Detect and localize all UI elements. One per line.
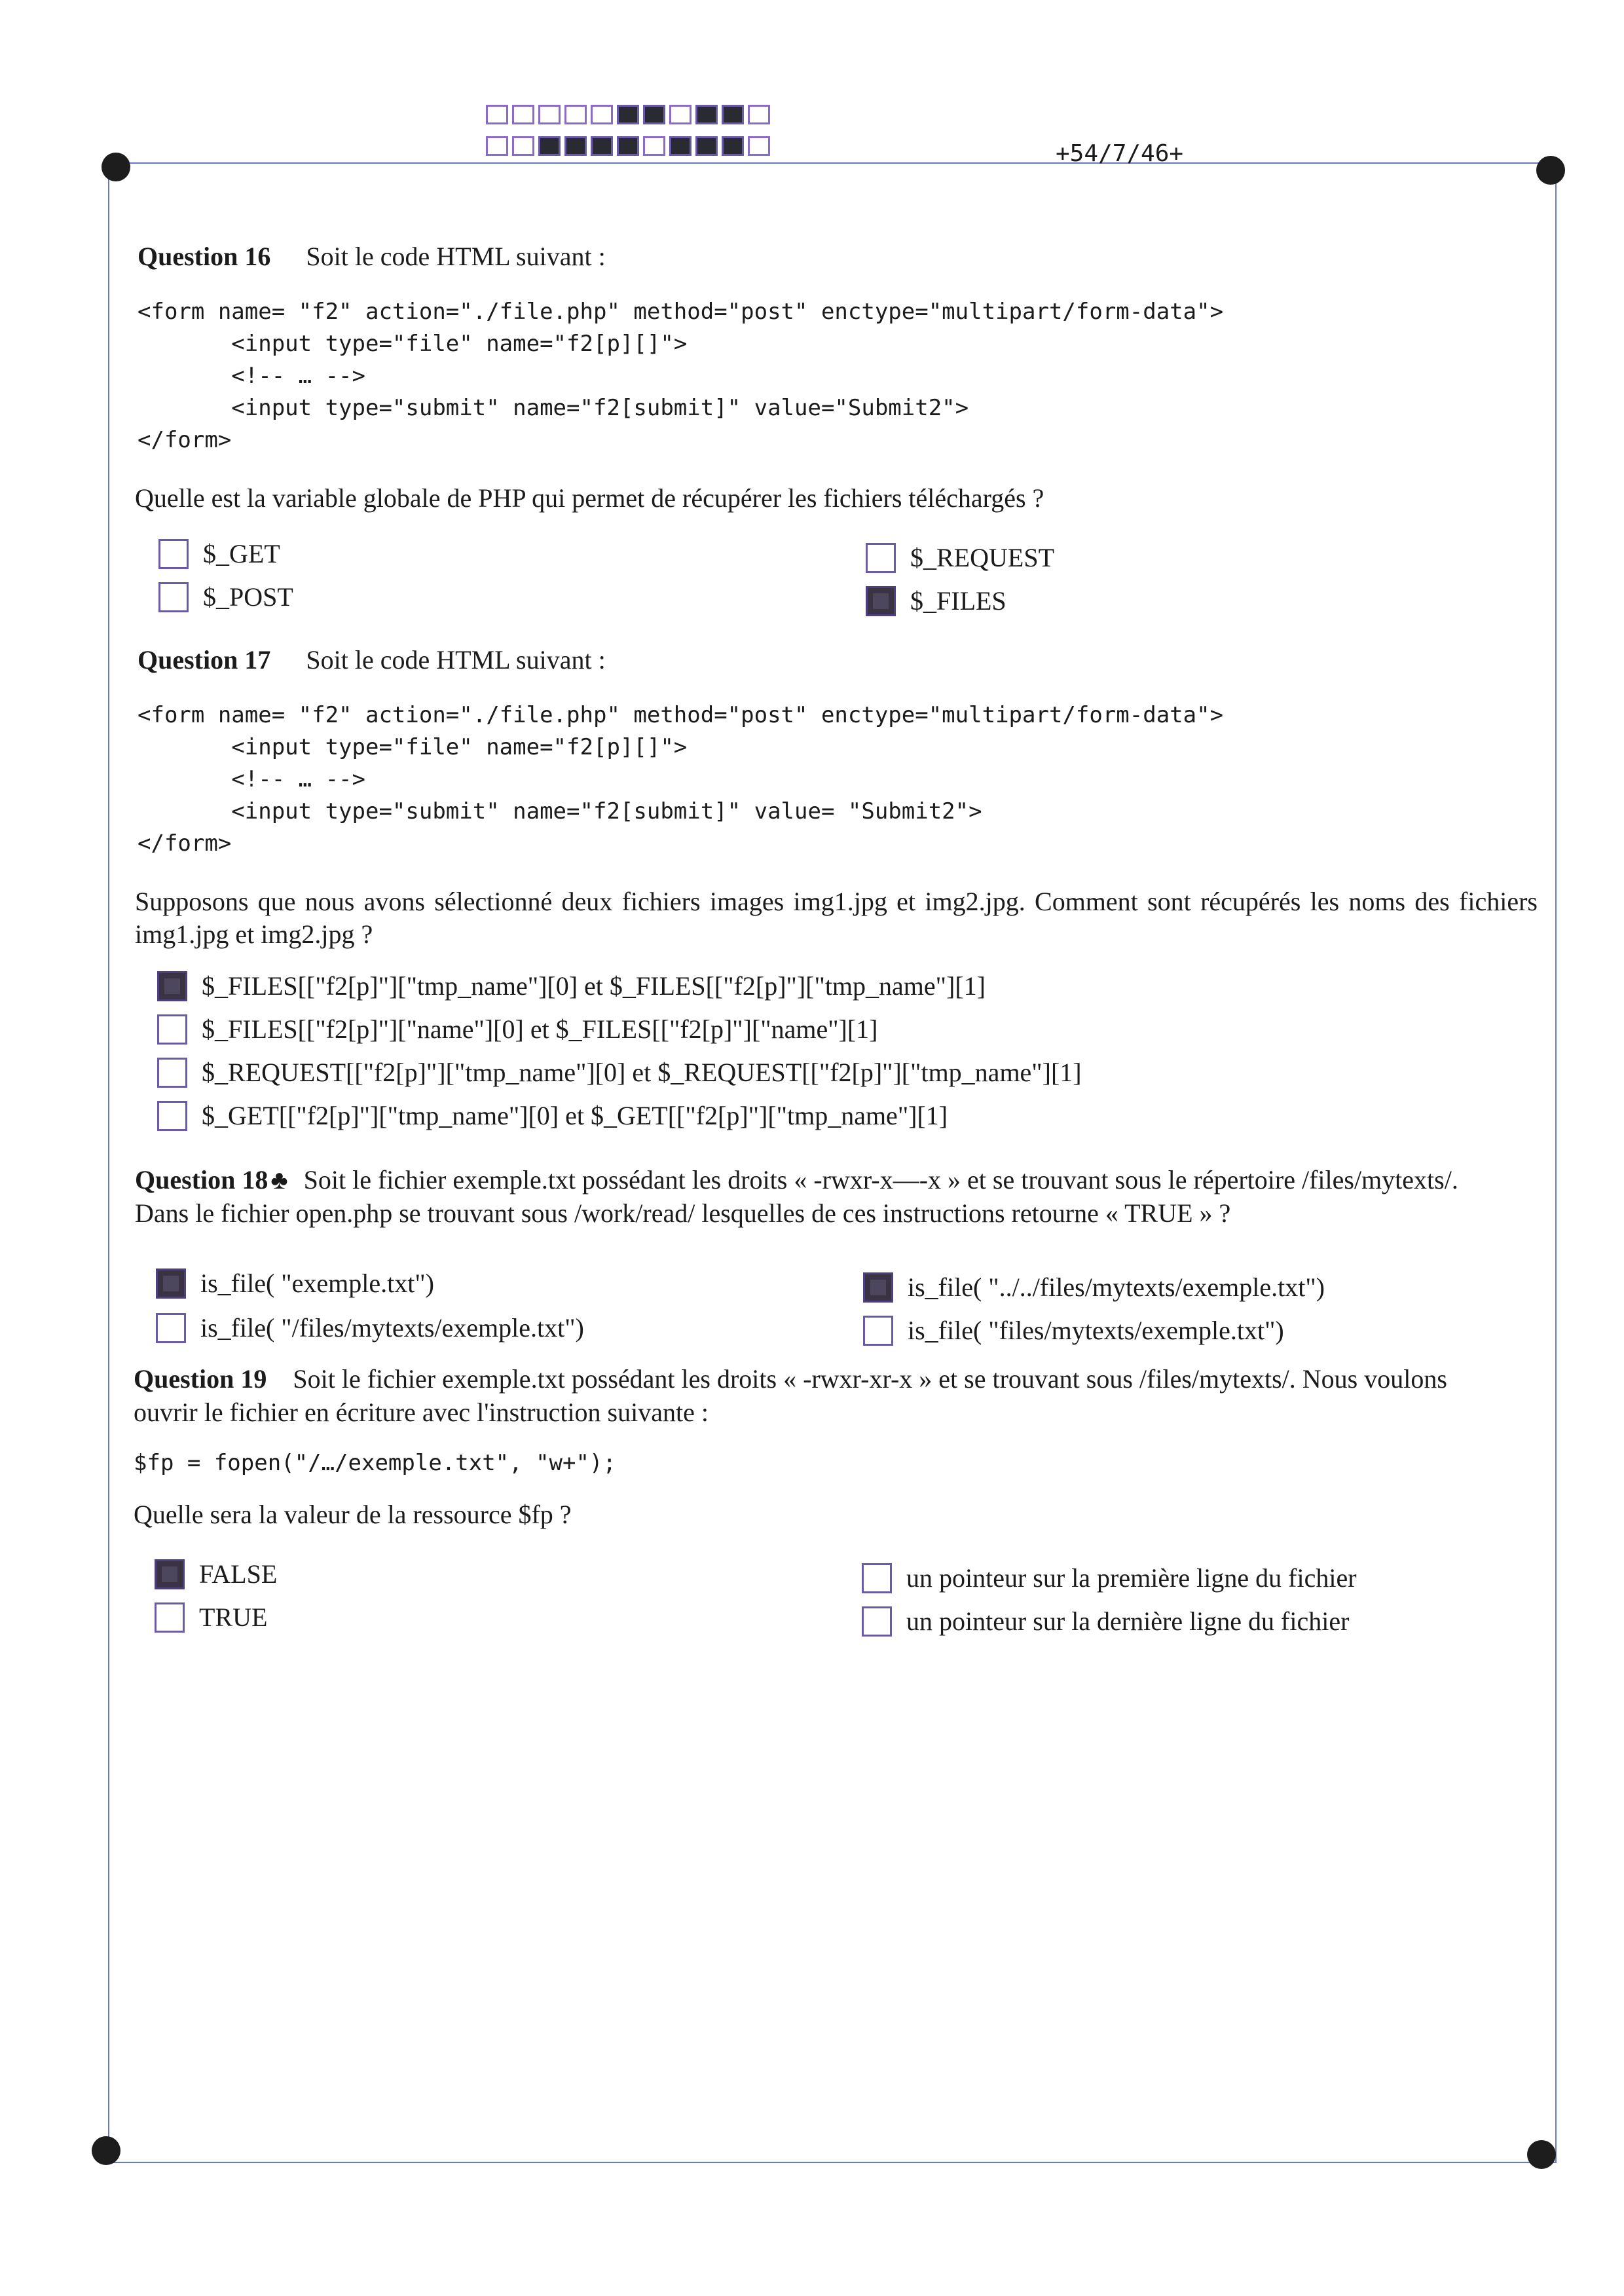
answer-checkbox[interactable]	[862, 1606, 892, 1637]
corner-marker-bottom-left	[92, 2136, 120, 2165]
q17-option-4[interactable]	[157, 1100, 948, 1131]
barcode-cell	[695, 136, 718, 156]
q19-option-first-line[interactable]	[862, 1563, 1357, 1593]
q16-option-files[interactable]	[866, 585, 1006, 616]
barcode-cell	[591, 105, 613, 124]
option-label: $_FILES[["f2[p]"]["name"][0] et $_FILES[["f2[p]"]["name"][1]	[202, 1014, 878, 1044]
barcode-cell	[669, 136, 692, 156]
answer-checkbox[interactable]	[157, 1058, 187, 1088]
option-label: $_GET[["f2[p]"]["tmp_name"][0] et $_GET[["f2[p]"]["tmp_name"][1]	[202, 1101, 948, 1130]
club-icon: ♣	[270, 1165, 288, 1194]
option-label: $_FILES[["f2[p]"]["tmp_name"][0] et $_FILES[["f2[p]"]["tmp_name"][1]	[202, 971, 986, 1001]
barcode-cell	[512, 105, 534, 124]
option-label: $_GET	[203, 539, 280, 568]
option-label: $_POST	[203, 582, 293, 612]
corner-marker-top-left	[101, 153, 130, 181]
q18-option-3[interactable]	[863, 1272, 1325, 1303]
answer-checkbox[interactable]	[863, 1316, 893, 1346]
barcode-cell	[748, 136, 770, 156]
question-text: Soit le fichier exemple.txt possédant les droits « -rwxr-x—-x » et se trouvant sous le répertoire /files/mytexts/.	[303, 1165, 1458, 1194]
q18-option-1[interactable]	[156, 1268, 434, 1299]
q18-option-2[interactable]	[156, 1312, 584, 1343]
question-17-text: Supposons que nous avons sélectionné deux fichiers images img1.jpg et img2.jpg. Comment sont récupérés les noms des fichiers img1.jpg et img2.jpg ?	[135, 887, 1538, 949]
q17-option-1[interactable]	[157, 971, 986, 1001]
q16-option-request[interactable]	[866, 542, 1054, 573]
barcode-cell	[564, 136, 587, 156]
q19-option-last-line[interactable]	[862, 1606, 1349, 1637]
barcode-cell	[564, 105, 587, 124]
barcode-cell	[538, 136, 561, 156]
answer-checkbox[interactable]	[158, 539, 189, 569]
option-label: un pointeur sur la première ligne du fichier	[906, 1563, 1357, 1593]
question-19-code: $fp = fopen("/…/exemple.txt", "w+");	[134, 1450, 616, 1476]
answer-checkbox[interactable]	[158, 582, 189, 612]
barcode-cell	[722, 136, 744, 156]
option-label: $_REQUEST[["f2[p]"]["tmp_name"][0] et $_REQUEST[["f2[p]"]["tmp_name"][1]	[202, 1058, 1082, 1087]
barcode-cell	[669, 105, 692, 124]
option-label: is_file( "files/mytexts/exemple.txt")	[908, 1316, 1284, 1345]
q18-option-4[interactable]	[863, 1315, 1284, 1346]
page-id: +54/7/46+	[1056, 140, 1184, 167]
question-16-text: Quelle est la variable globale de PHP qui permet de récupérer les fichiers téléchargés ?	[135, 483, 1044, 513]
q19-option-true[interactable]	[155, 1602, 267, 1633]
barcode-cell	[722, 105, 744, 124]
barcode-cell	[643, 136, 665, 156]
question-number: Question 19	[134, 1364, 267, 1394]
answer-checkbox[interactable]	[156, 1268, 186, 1299]
answer-checkbox[interactable]	[156, 1313, 186, 1343]
question-16-code: <form name= "f2" action="./file.php" method="post" enctype="multipart/form-data"> <input type="file" name="f2[p][]"> <!-- … --> <input type="submit" name="f2[submit]" value="Submit2"> </form>	[138, 299, 1224, 453]
answer-checkbox[interactable]	[155, 1559, 185, 1589]
q19-option-false[interactable]	[155, 1559, 277, 1589]
question-number: Question 18	[135, 1165, 268, 1194]
question-text: Soit le fichier exemple.txt possédant les droits « -rwxr-xr-x » et se trouvant sous /files/mytexts/. Nous voulons	[293, 1364, 1447, 1394]
barcode-cell	[486, 105, 508, 124]
barcode-row-2	[486, 136, 770, 156]
barcode-cell	[591, 136, 613, 156]
barcode-cell	[748, 105, 770, 124]
question-19-text-line2: ouvrir le fichier en écriture avec l'instruction suivante :	[134, 1398, 709, 1427]
barcode-cell	[695, 105, 718, 124]
question-19-heading	[134, 1363, 1447, 1394]
option-label: FALSE	[199, 1559, 278, 1589]
barcode-cell	[617, 105, 639, 124]
question-17-heading	[138, 644, 606, 675]
corner-marker-bottom-right	[1527, 2140, 1556, 2169]
barcode-cell	[617, 136, 639, 156]
question-16-heading	[138, 241, 606, 272]
option-label: $_REQUEST	[910, 543, 1054, 572]
answer-checkbox[interactable]	[863, 1272, 893, 1303]
answer-checkbox[interactable]	[155, 1602, 185, 1633]
option-label: $_FILES	[910, 586, 1006, 616]
q16-option-get[interactable]	[158, 538, 280, 569]
barcode-cell	[643, 105, 665, 124]
answer-checkbox[interactable]	[866, 543, 896, 573]
answer-checkbox[interactable]	[157, 1014, 187, 1045]
question-18-heading	[135, 1164, 1458, 1195]
corner-marker-top-right	[1536, 156, 1565, 185]
option-label: TRUE	[199, 1602, 268, 1632]
q16-option-post[interactable]	[158, 582, 293, 612]
q17-option-3[interactable]	[157, 1057, 1082, 1088]
q17-option-2[interactable]	[157, 1014, 878, 1045]
answer-checkbox[interactable]	[862, 1563, 892, 1593]
barcode-row-1	[486, 105, 770, 124]
question-number: Question 17	[138, 645, 271, 675]
barcode-cell	[486, 136, 508, 156]
question-17-code: <form name= "f2" action="./file.php" method="post" enctype="multipart/form-data"> <input type="file" name="f2[p][]"> <!-- … --> <input type="submit" name="f2[submit]" value= "Submit2"> </form>	[138, 702, 1224, 857]
question-prompt: Soit le code HTML suivant :	[306, 645, 606, 675]
barcode-cell	[512, 136, 534, 156]
option-label: un pointeur sur la dernière ligne du fichier	[906, 1606, 1350, 1636]
page-frame	[108, 162, 1557, 2163]
question-19-text: Quelle sera la valeur de la ressource $fp ?	[134, 1500, 572, 1529]
answer-checkbox[interactable]	[157, 1101, 187, 1131]
option-label: is_file( "../../files/mytexts/exemple.txt")	[908, 1272, 1325, 1302]
option-label: is_file( "exemple.txt")	[200, 1268, 434, 1298]
option-label: is_file( "/files/mytexts/exemple.txt")	[200, 1313, 584, 1342]
answer-checkbox[interactable]	[866, 586, 896, 616]
question-prompt: Soit le code HTML suivant :	[306, 242, 606, 271]
question-18-text-line2: Dans le fichier open.php se trouvant sous /work/read/ lesquelles de ces instructions retourne « TRUE » ?	[135, 1198, 1231, 1228]
question-number: Question 16	[138, 242, 271, 271]
answer-checkbox[interactable]	[157, 971, 187, 1001]
barcode-cell	[538, 105, 561, 124]
